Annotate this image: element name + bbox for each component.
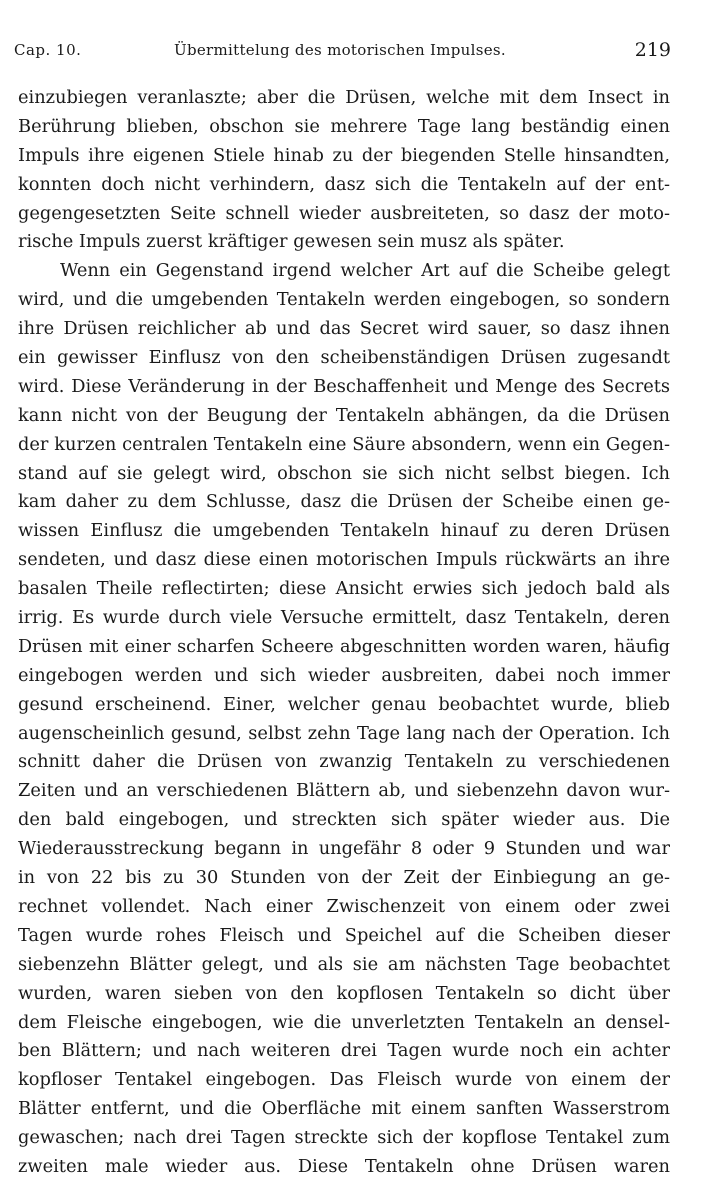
text-line: rische Impuls zuerst kräftiger gewesen sein musz als später.	[18, 231, 565, 253]
text-line: in von 22 bis zu 30 Stunden von der Zeit der Einbiegung an ge-	[18, 867, 670, 889]
text-line: konnten doch nicht verhindern, dasz sich die Tentakeln auf der ent-	[18, 173, 670, 195]
text-line: ihre Drüsen reichlicher ab und das Secret wird sauer, so dasz ihnen	[18, 318, 670, 340]
text-line: Zeiten und an verschiedenen Blättern ab, und siebenzehn davon wur-	[18, 780, 670, 802]
text-line: wird. Diese Veränderung in der Beschaffenheit und Menge des Secrets	[18, 375, 670, 397]
text-line: gesund erscheinend. Einer, welcher genau beobachtet wurde, blieb	[18, 693, 670, 715]
text-line: wurden, waren sieben von den kopflosen Tentakeln so dicht über	[18, 982, 670, 1004]
text-line: zweiten male wieder aus. Diese Tentakeln ohne Drüsen waren	[18, 1155, 670, 1177]
body-text	[18, 84, 670, 1182]
text-line: der kurzen centralen Tentakeln eine Säure absondern, wenn ein Gegen-	[18, 433, 670, 455]
text-line: gegengesetzten Seite schnell wieder ausbreiteten, so dasz der moto-	[18, 202, 670, 224]
text-line: siebenzehn Blätter gelegt, und als sie am nächsten Tage beobachtet	[18, 953, 670, 975]
text-line: wissen Einflusz die umgebenden Tentakeln hinauf zu deren Drüsen	[18, 520, 670, 542]
text-line: Impuls ihre eigenen Stiele hinab zu der biegenden Stelle hinsandten,	[18, 144, 670, 166]
text-line: augenscheinlich gesund, selbst zehn Tage lang nach der Operation. Ich	[18, 722, 670, 744]
paragraph-start-line: Wenn ein Gegenstand irgend welcher Art auf die Scheibe gelegt	[60, 260, 670, 282]
text-line: Wiederausstreckung begann in ungefähr 8 oder 9 Stunden und war	[18, 838, 670, 860]
text-line: den bald eingebogen, und streckten sich später wieder aus. Die	[18, 809, 670, 831]
text-line: Berührung blieben, obschon sie mehrere Tage lang beständig einen	[18, 115, 670, 137]
text-line: basalen Theile reflectirten; diese Ansicht erwies sich jedoch bald als	[18, 578, 670, 600]
text-line: stand auf sie gelegt wird, obschon sie sich nicht selbst biegen. Ich	[18, 462, 670, 484]
chapter-label: Cap. 10.	[14, 41, 82, 59]
text-line: wird, und die umgebenden Tentakeln werden eingebogen, so sondern	[18, 289, 670, 311]
text-line: Tagen wurde rohes Fleisch und Speichel auf die Scheiben dieser	[18, 924, 670, 946]
text-line: einzubiegen veranlaszte; aber die Drüsen, welche mit dem Insect in	[18, 87, 670, 108]
text-line: rechnet vollendet. Nach einer Zwischenzeit von einem oder zwei	[18, 895, 670, 917]
text-line: kann nicht von der Beugung der Tentakeln abhängen, da die Drüsen	[18, 404, 670, 426]
text-line: gewaschen; nach drei Tagen streckte sich der kopflose Tentakel zum	[18, 1127, 670, 1149]
running-title: Übermittelung des motorischen Impulses.	[174, 41, 506, 59]
running-head	[14, 38, 671, 62]
text-line: irrig. Es wurde durch viele Versuche ermittelt, dasz Tentakeln, deren	[18, 607, 670, 629]
text-line: Blätter entfernt, und die Oberfläche mit einem sanften Wasserstrom	[18, 1098, 670, 1120]
text-line: dem Fleische eingebogen, wie die unverletzten Tentakeln an densel-	[18, 1011, 670, 1033]
text-line: kam daher zu dem Schlusse, dasz die Drüsen der Scheibe einen ge-	[18, 491, 670, 513]
text-line: eingebogen werden und sich wieder ausbreiten, dabei noch immer	[18, 664, 670, 686]
text-line: ben Blättern; und nach weiteren drei Tagen wurde noch ein achter	[18, 1040, 670, 1062]
text-line: sendeten, und dasz diese einen motorischen Impuls rückwärts an ihre	[18, 549, 670, 571]
text-line: kopfloser Tentakel eingebogen. Das Fleisch wurde von einem der	[18, 1069, 670, 1091]
text-line: ein gewisser Einflusz von den scheibenständigen Drüsen zugesandt	[18, 347, 670, 369]
text-line: Drüsen mit einer scharfen Scheere abgeschnitten worden waren, häufig	[18, 636, 670, 657]
text-line: schnitt daher die Drüsen von zwanzig Tentakeln zu verschiedenen	[18, 751, 670, 773]
page-number: 219	[634, 39, 671, 61]
